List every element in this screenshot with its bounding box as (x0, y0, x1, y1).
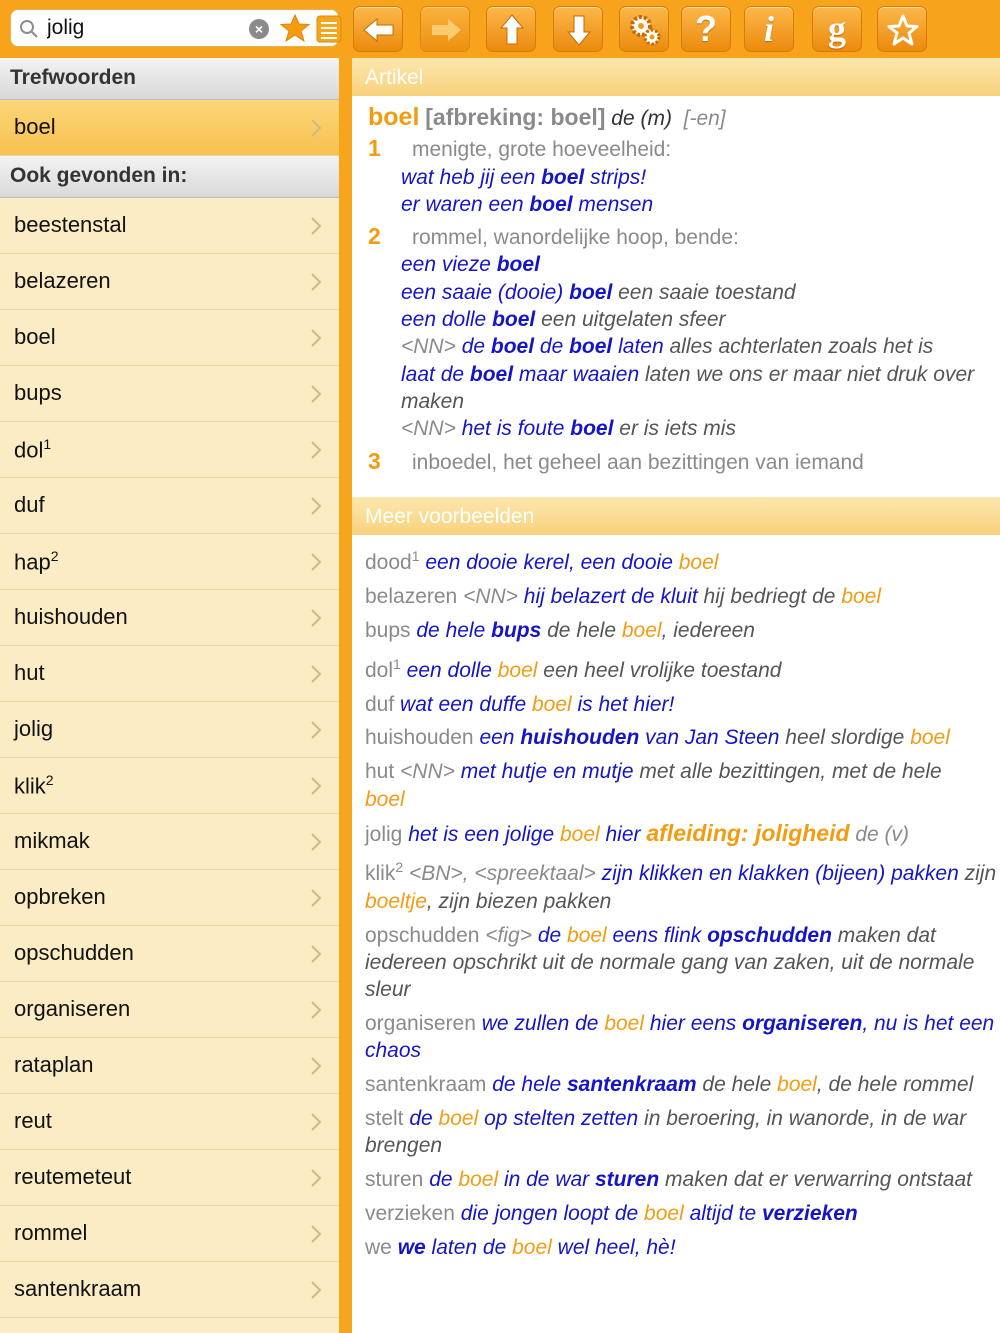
forward-button[interactable] (420, 6, 470, 52)
article-headline (368, 104, 1000, 132)
sidebar-item-opbreken[interactable] (0, 870, 339, 926)
example-entry[interactable]: organiseren we zullen de boel hier eens organiseren, nu is het een chaos (365, 1012, 995, 1063)
down-button[interactable] (553, 6, 603, 52)
headword: boel (368, 103, 420, 131)
example-entry[interactable]: jolig het is een jolige boel hier afleiding: joligheid de (v) (365, 819, 910, 846)
trefwoorden-header: Trefwoorden (0, 58, 339, 100)
chevron-right-icon (309, 607, 323, 629)
favorites-star-icon (886, 13, 920, 47)
chevron-right-icon (309, 383, 323, 405)
example: er waren een boel mensen (401, 192, 654, 216)
sidebar-item-organiseren[interactable] (0, 982, 339, 1038)
definition: menigte, grote hoeveelheid: (412, 138, 672, 162)
sense-3 (368, 448, 1000, 476)
example-entry[interactable]: hut <NN> met hutje en mutje met alle bezittingen, met de hele boel (365, 760, 942, 811)
example-entry[interactable]: klik$^2$ <BN>, <spreektaal> zijn klikken en klakken (bijeen) pakken zijn boeltje, zijn biezen pakken (365, 859, 997, 913)
homonym-number: 1 (43, 436, 52, 452)
grammar-icon: g (828, 9, 846, 49)
sense-number: 3 (368, 447, 381, 474)
homonym-number: 2 (50, 548, 59, 564)
gender: de (m) (611, 107, 672, 130)
example: <NN> de boel de boel laten alles achterlaten zoals het is (401, 335, 934, 359)
clear-search-icon[interactable]: × (249, 19, 269, 39)
sidebar-item-label: klik (14, 773, 46, 799)
grammar-button[interactable] (812, 6, 862, 52)
chevron-right-icon (309, 775, 323, 797)
example-entry[interactable]: opschudden <fig> de boel eens flink opschudden maken dat iedereen opschrikt uit de normale gang van zaken, uit de normale sleur (365, 923, 975, 1002)
sidebar-item-label: duf (14, 492, 45, 517)
sense-2 (368, 223, 1000, 251)
sidebar-item-label: belazeren (14, 268, 111, 293)
chevron-right-icon (309, 215, 323, 237)
sidebar-item-label: organiseren (14, 996, 131, 1021)
sidebar-item-dol[interactable] (0, 422, 339, 478)
sidebar-item-duf[interactable] (0, 478, 339, 534)
example-entry[interactable]: dood$^1$ een dooie kerel, een dooie boel (365, 548, 719, 574)
sidebar-item-label: mikmak (14, 828, 90, 853)
sense-number: 2 (368, 223, 381, 250)
sidebar-item-reutemeteut[interactable] (0, 1150, 339, 1206)
sidebar-item-santenkraam[interactable] (0, 1262, 339, 1318)
sidebar-item-label: boel (14, 114, 56, 139)
help-button[interactable] (681, 6, 731, 52)
example-entry[interactable]: bups de hele bups de hele boel, iedereen (365, 618, 755, 642)
info-icon: i (763, 9, 774, 49)
info-button[interactable] (744, 6, 794, 52)
chevron-right-icon (309, 439, 323, 461)
search-input[interactable] (47, 14, 237, 42)
sidebar-item-rataplan[interactable] (0, 1038, 339, 1094)
chevron-right-icon (309, 327, 323, 349)
example: een dolle boel een uitgelaten sfeer (401, 308, 726, 332)
more-examples (352, 535, 1000, 1261)
sidebar-item-label: santenkraam (14, 1276, 142, 1301)
sidebar-item-klik[interactable] (0, 758, 339, 814)
chevron-right-icon (309, 719, 323, 741)
example: een saaie (dooie) boel een saaie toestand (401, 280, 796, 304)
back-button[interactable] (353, 6, 403, 52)
sidebar-item-label: dol (14, 437, 44, 463)
sidebar-item-reut[interactable] (0, 1094, 339, 1150)
chevron-right-icon (309, 1055, 323, 1077)
sidebar-item-label: rataplan (14, 1052, 94, 1077)
sidebar-item-label: reutemeteut (14, 1164, 132, 1189)
definition: rommel, wanordelijke hoop, bende: (412, 226, 739, 250)
chevron-right-icon (309, 1111, 323, 1133)
favorites-button[interactable] (877, 6, 927, 52)
back-arrow-icon (362, 13, 396, 47)
example: <NN> het is foute boel er is iets mis (401, 417, 736, 441)
sidebar-item-label: hut (14, 660, 45, 685)
example: een vieze boel (401, 253, 540, 277)
sidebar-item-hut[interactable] (0, 646, 339, 702)
example-entry[interactable]: we we laten de boel wel heel, hè! (365, 1236, 676, 1260)
definition: inboedel, het geheel aan bezittingen van iemand (412, 450, 864, 474)
sidebar-item-label: beestenstal (14, 212, 127, 237)
sidebar-item-mikmak[interactable] (0, 814, 339, 870)
chevron-right-icon (309, 271, 323, 293)
chevron-right-icon (309, 663, 323, 685)
sidebar-item-selected[interactable] (0, 100, 339, 156)
chevron-right-icon (309, 1223, 323, 1245)
up-button[interactable] (486, 6, 536, 52)
sidebar-item-label: hap (14, 549, 51, 575)
sidebar-item-label: opbreken (14, 884, 106, 909)
sidebar-item-label: boel (14, 324, 56, 349)
main-content (352, 58, 1000, 1333)
sidebar-item-label: reut (14, 1108, 52, 1133)
pane-divider[interactable] (339, 58, 352, 1333)
sidebar-item-bups[interactable] (0, 366, 339, 422)
chevron-right-icon (309, 551, 323, 573)
chevron-right-icon (309, 117, 323, 139)
example: wat heb jij een boel strips! (401, 165, 647, 189)
more-examples-header: Meer voorbeelden (352, 497, 1000, 535)
sense-number: 1 (368, 135, 381, 162)
up-arrow-icon (495, 13, 529, 47)
plural: [-en] (683, 107, 726, 130)
sidebar-item-label: rommel (14, 1220, 88, 1245)
example-entry[interactable]: dol$^1$ een dolle boel een heel vrolijke toestand (365, 655, 782, 682)
help-icon: ? (695, 8, 717, 49)
settings-gears-icon (628, 13, 662, 47)
search-icon (19, 19, 41, 39)
hyphenation: [afbreking: boel] (425, 104, 606, 130)
list-icon[interactable] (316, 15, 342, 43)
sidebar-item-rommel[interactable] (0, 1206, 339, 1262)
favorite-star-icon[interactable] (280, 14, 310, 42)
down-arrow-icon (562, 13, 596, 47)
sidebar-item-label: opschudden (14, 940, 134, 965)
related-list (0, 198, 339, 1318)
sidebar-item-boel[interactable] (0, 310, 339, 366)
sidebar-item-hap[interactable] (0, 534, 339, 590)
sidebar-item-jolig[interactable] (0, 702, 339, 758)
example-entry[interactable]: santenkraam de hele santenkraam de hele boel, de hele rommel (365, 1073, 974, 1097)
example-entry[interactable]: huishouden een huishouden van Jan Steen heel slordige boel (365, 726, 950, 750)
forward-arrow-icon (429, 13, 463, 47)
homonym-number: 2 (45, 772, 54, 788)
example-entry[interactable]: belazeren <NN> hij belazert de kluit hij bedriegt de boel (365, 584, 882, 608)
sense-1 (368, 135, 1000, 163)
sidebar-item-huishouden[interactable] (0, 590, 339, 646)
example-entry[interactable]: duf wat een duffe boel is het hier! (365, 692, 675, 716)
sidebar-item-belazeren[interactable] (0, 254, 339, 310)
toolbar (0, 0, 1000, 58)
chevron-right-icon (309, 1167, 323, 1189)
article-header: Artikel (352, 58, 1000, 96)
article (352, 96, 1000, 497)
sidebar-item-label: jolig (14, 716, 54, 741)
example: laat de boel maar waaien laten we ons er maar niet druk over maken (401, 362, 975, 413)
sidebar-item-label: huishouden (14, 604, 128, 629)
settings-button[interactable] (619, 6, 669, 52)
example-entry[interactable]: stelt de boel op stelten zetten in beroering, in wanorde, in de war brengen (365, 1107, 967, 1158)
chevron-right-icon (309, 887, 323, 909)
chevron-right-icon (309, 999, 323, 1021)
sidebar-item-opschudden[interactable] (0, 926, 339, 982)
sidebar-item-beestenstal[interactable] (0, 198, 339, 254)
chevron-right-icon (309, 831, 323, 853)
search-bar (10, 9, 339, 47)
sidebar (0, 58, 339, 1333)
sidebar-item-label: bups (14, 380, 62, 405)
example-entry[interactable]: sturen de boel in de war sturen maken dat er verwarring ontstaat (365, 1168, 973, 1192)
chevron-right-icon (309, 943, 323, 965)
chevron-right-icon (309, 1279, 323, 1301)
ook-gevonden-header: Ook gevonden in: (0, 156, 339, 198)
chevron-right-icon (309, 495, 323, 517)
example-entry[interactable]: verzieken die jongen loopt de boel altijd te verzieken (365, 1202, 858, 1226)
